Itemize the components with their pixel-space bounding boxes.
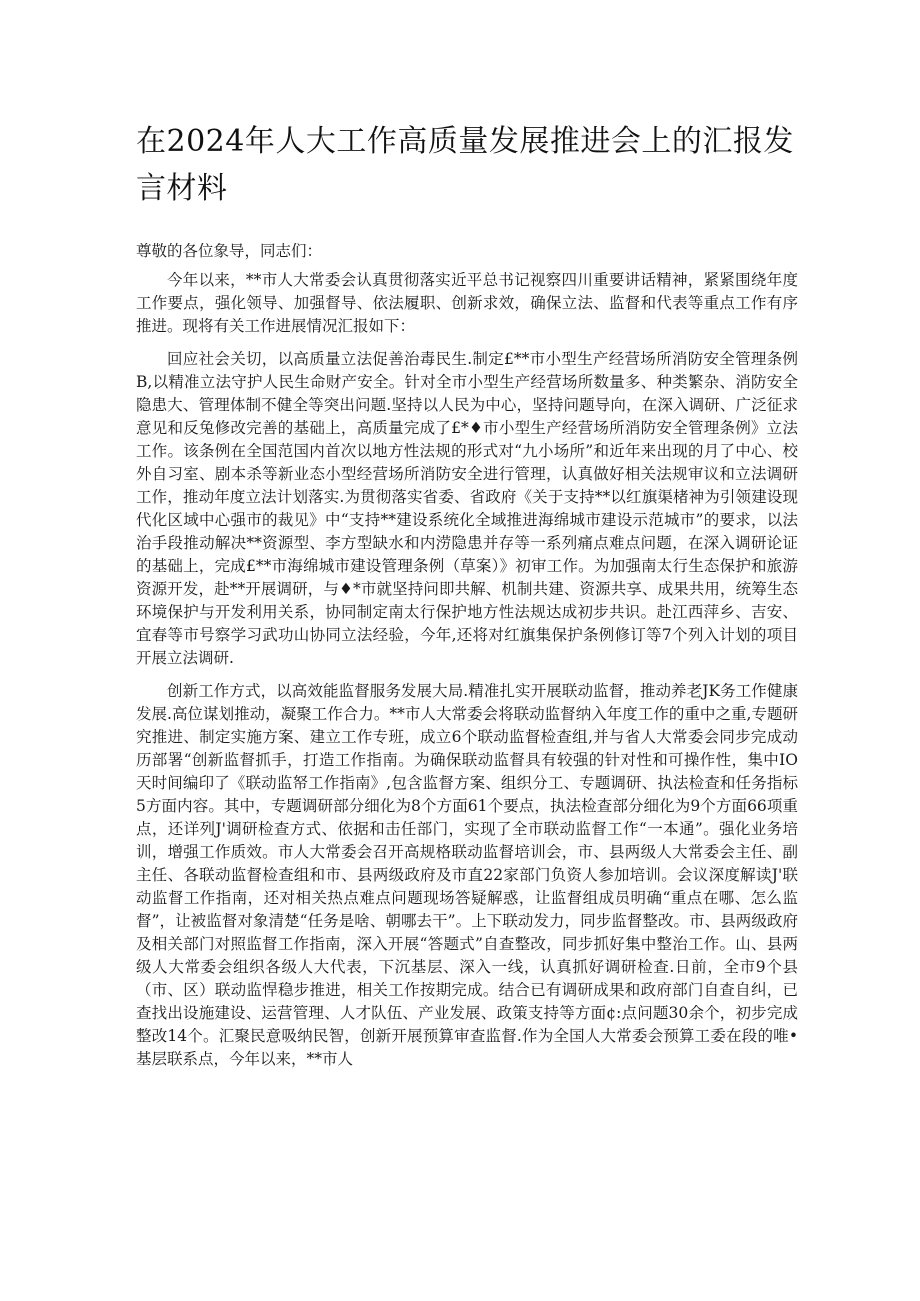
salutation: 尊敬的各位象导，同志们： <box>136 242 323 260</box>
paragraph-supervision: 创新工作方式，以高效能监督服务发展大局.精准扎实开展联动监督，推动养老JK务工作健康发展.高位谋划推动，凝聚工作合力。**市人大常委会将联动监督纳入年度工作的重中之重,专题研究推进、制定实施方案、建立工作专班，成立6个联动监督检查组,并与省人大常委会同步完成动历部署“创新监督抓手，打造工作指南。为确保联动监督具有较强的针对性和可操作性，集中IO天时间编印了《联动监帑工作指南》,包含监督方案、组织分工、专题调研、执法检查和任务指标5方面内容。其中，专题调研部分细化为8个方面61个要点，执法检查部分细化为9个方面66项重点，还详列J'调研检查方式、依据和击任部门，实现了全市联动监督工作“一本通”。强化业务培训，增强工作质效。市人大常委会召开高规格联动监督培训会，市、县两级人大常委会主任、副主任、各联动监督检查组和市、县两级政府及市直22家部门负资人参加培训。会议深度解读J'联动监督工作指南，还对相关热点难点问题现场答疑解惑，让监督组成员明确“重点在哪、怎么监督”，让被监督对象清楚“任务是啥、朝哪去干”。上下联动发力，同步监督整改。市、县两级政府及相关部门对照监督工作指南，深入开展“答题式”自查整改，同步抓好集中整治工作。山、县两级人大常委会组织各级人大代表，下沉基层、深入一线，认真抓好调研检查.日前，全市9个县（市、区）联动监悍稳步推进，相关工作按期完成。结合已有调研成果和政府部门自查自纠，已查找出设施建设、运营管理、人才队伍、产业发展、政策支持等方面¢:点问题30余个，初步完成整改14个。汇聚民意吸纳民智，创新开展预算审查监督.作为全国人大常委会预算工委在段的唯•基层联系点，今年以来，**市人 <box>136 682 798 1068</box>
paragraph-legislation: 回应社会关切，以高质量立法促善治毒民生.制定£**市小型生产经营场所消防安全管理条例B,以精准立法守护人民生命财产安全。针对全市小型生产经营场所数量多、种类繁杂、消防安全隐患大、管理体制不健全等突出问题.坚持以人民为中心，坚持问题导向，在深入调研、广泛征求意见和反兔修改完善的基础上，高质量完成了£*♦市小型生产经营场所消防安全管理条例》立法工作。该条例在全国范国内首次以地方性法规的形式对“九小场所”和近年来出现的月了中心、校外自习室、剧本杀等新业态小型经营场所消防安全进行管理，认真做好相关法规审议和立法调研工作，推动年度立法计划落实.为贯彻落实省委、省政府《关于支持**以红旗渠楮神为引领建设现代化区域中心强市的裁见》中“支持**建设系统化全域推进海绵城市建设示范城市”的要求，以法治手段推动解决**资源型、李方型缺水和内涝隐患并存等一系列痛点难点问题，在深入调研论证的基础上，完成£**市海绵城市建设管理条例（草案）》初审工作。为加强南太行生态保护和旅游资源开发，赴**开展调研，与♦*市就坚持问即共解、机制共建、资源共享、成果共用，统筹生态环境保护与开发利用关系，协同制定南太行保护地方性法规达成初步共识。赴江西萍乡、吉安、宜春等市号察学习武功山协同立法经验，今年,还将对红旗集保护条例修订等7个列入计划的项目开展立法调研. <box>136 350 798 667</box>
paragraph-intro: 今年以来，**市人大常委会认真贯彻落实近平总书记视察四川重要讲话精神，紧紧围绕年度工作要点，强化领导、加强督导、依法履职、创新求效，确保立法、监督和代表等重点工作有序推进。现将有关工作进展情况汇报如下： <box>136 271 798 335</box>
document-title: 在2024年人大工作高质量发展推进会上的汇报发言材料 <box>136 124 794 206</box>
document-page <box>136 118 798 1071</box>
